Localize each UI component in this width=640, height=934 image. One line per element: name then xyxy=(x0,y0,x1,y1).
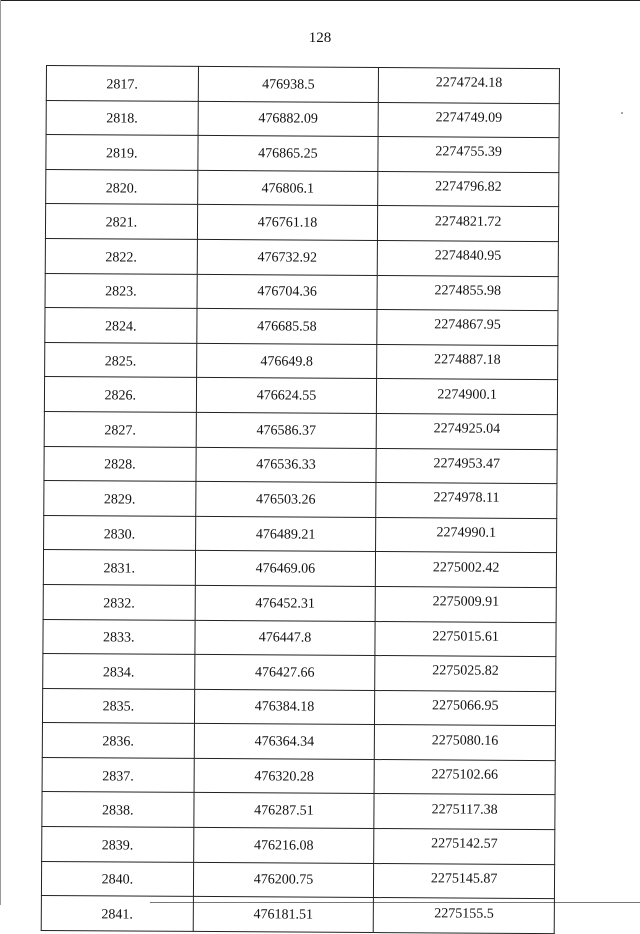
y-coordinate-cell: 2275080.16 xyxy=(375,725,556,761)
y-coordinate-cell: 2275009.91 xyxy=(375,586,556,622)
x-coordinate-cell: 476586.37 xyxy=(196,412,377,448)
x-coordinate-cell: 476685.58 xyxy=(196,309,377,345)
y-coordinate-cell: 2275155.5 xyxy=(374,898,555,934)
y-coordinate-cell: 2275066.95 xyxy=(375,690,556,726)
y-coordinate-cell: 2274990.1 xyxy=(376,517,557,553)
table-row xyxy=(45,238,558,276)
x-coordinate-cell: 476882.09 xyxy=(198,101,379,137)
page-edge-top xyxy=(0,0,640,1)
x-coordinate-cell: 476649.8 xyxy=(196,343,377,379)
y-coordinate-cell: 2274821.72 xyxy=(378,206,559,242)
x-coordinate-cell: 476216.08 xyxy=(193,827,374,863)
x-coordinate-cell: 476704.36 xyxy=(197,274,378,310)
table-row xyxy=(42,757,555,795)
point-number-cell: 2836. xyxy=(42,723,194,759)
point-number-cell: 2822. xyxy=(45,238,197,274)
table-row xyxy=(44,411,557,449)
table-row xyxy=(44,446,557,484)
y-coordinate-cell: 2274900.1 xyxy=(377,379,558,415)
point-number-cell: 2826. xyxy=(44,377,196,413)
x-coordinate-cell: 476806.1 xyxy=(197,170,378,206)
table-row xyxy=(43,584,556,622)
x-coordinate-cell: 476384.18 xyxy=(194,689,375,725)
point-number-cell: 2835. xyxy=(42,688,194,724)
y-coordinate-cell: 2275117.38 xyxy=(374,794,555,830)
y-coordinate-cell: 2274796.82 xyxy=(378,171,559,207)
table-row xyxy=(44,377,557,415)
point-number-cell: 2828. xyxy=(44,446,196,482)
x-coordinate-cell: 476452.31 xyxy=(195,585,376,621)
table-row xyxy=(42,792,555,830)
table-row xyxy=(45,204,558,242)
y-coordinate-cell: 2274855.98 xyxy=(377,275,558,311)
point-number-cell: 2837. xyxy=(42,757,194,793)
table-row xyxy=(42,723,555,761)
point-number-cell: 2838. xyxy=(42,792,194,828)
x-coordinate-cell: 476320.28 xyxy=(194,758,375,794)
x-coordinate-cell: 476469.06 xyxy=(195,551,376,587)
point-number-cell: 2832. xyxy=(43,584,195,620)
x-coordinate-cell: 476287.51 xyxy=(194,793,375,829)
y-coordinate-cell: 2274724.18 xyxy=(379,68,560,104)
point-number-cell: 2824. xyxy=(45,308,197,344)
y-coordinate-cell: 2274840.95 xyxy=(378,240,559,276)
table-row xyxy=(45,273,558,311)
coordinate-table-body xyxy=(41,66,559,934)
point-number-cell: 2820. xyxy=(46,169,198,205)
x-coordinate-cell: 476761.18 xyxy=(197,205,378,241)
y-coordinate-cell: 2274953.47 xyxy=(376,448,557,484)
point-number-cell: 2821. xyxy=(45,204,197,240)
x-coordinate-cell: 476938.5 xyxy=(198,66,379,102)
y-coordinate-cell: 2275025.82 xyxy=(375,656,556,692)
x-coordinate-cell: 476427.66 xyxy=(194,655,375,691)
table-row xyxy=(45,308,558,346)
point-number-cell: 2823. xyxy=(45,273,197,309)
point-number-cell: 2818. xyxy=(46,100,198,136)
point-number-cell: 2841. xyxy=(41,896,193,932)
y-coordinate-cell: 2275145.87 xyxy=(374,863,555,899)
y-coordinate-cell: 2274755.39 xyxy=(378,137,559,173)
x-coordinate-cell: 476536.33 xyxy=(196,447,377,483)
x-coordinate-cell: 476181.51 xyxy=(193,897,374,933)
point-number-cell: 2830. xyxy=(44,515,196,551)
table-row xyxy=(43,654,556,692)
table-row xyxy=(43,550,556,588)
page-number: 128 xyxy=(308,30,332,46)
y-coordinate-cell: 2274978.11 xyxy=(376,483,557,519)
table-row xyxy=(46,100,559,138)
y-coordinate-cell: 2275002.42 xyxy=(376,552,557,588)
x-coordinate-cell: 476624.55 xyxy=(196,378,377,414)
table-row xyxy=(46,135,559,173)
table-row xyxy=(44,481,557,519)
point-number-cell: 2839. xyxy=(42,827,194,863)
x-coordinate-cell: 476447.8 xyxy=(195,620,376,656)
x-coordinate-cell: 476865.25 xyxy=(198,136,379,172)
y-coordinate-cell: 2274925.04 xyxy=(376,413,557,449)
point-number-cell: 2819. xyxy=(46,135,198,171)
point-number-cell: 2817. xyxy=(46,66,198,102)
table-row xyxy=(41,896,554,934)
x-coordinate-cell: 476503.26 xyxy=(195,482,376,518)
y-coordinate-cell: 2274749.09 xyxy=(378,102,559,138)
coordinate-table xyxy=(41,65,560,934)
y-coordinate-cell: 2275015.61 xyxy=(375,621,556,657)
point-number-cell: 2840. xyxy=(41,861,193,897)
table-row xyxy=(46,169,559,207)
x-coordinate-cell: 476200.75 xyxy=(193,862,374,898)
point-number-cell: 2825. xyxy=(45,342,197,378)
scan-speck xyxy=(621,112,623,114)
y-coordinate-cell: 2274887.18 xyxy=(377,344,558,380)
point-number-cell: 2834. xyxy=(43,654,195,690)
table-row xyxy=(46,66,559,104)
point-number-cell: 2829. xyxy=(44,481,196,517)
x-coordinate-cell: 476732.92 xyxy=(197,239,378,275)
table-row xyxy=(44,515,557,553)
table-row xyxy=(42,827,555,865)
y-coordinate-cell: 2274867.95 xyxy=(377,310,558,346)
y-coordinate-cell: 2275142.57 xyxy=(374,829,555,865)
y-coordinate-cell: 2275102.66 xyxy=(374,759,555,795)
point-number-cell: 2827. xyxy=(44,411,196,447)
page-edge-left xyxy=(0,0,1,905)
table-row xyxy=(42,688,555,726)
table-row xyxy=(41,861,554,899)
x-coordinate-cell: 476489.21 xyxy=(195,516,376,552)
point-number-cell: 2833. xyxy=(43,619,195,655)
point-number-cell: 2831. xyxy=(43,550,195,586)
x-coordinate-cell: 476364.34 xyxy=(194,724,375,760)
table-row xyxy=(43,619,556,657)
table-row xyxy=(45,342,558,380)
